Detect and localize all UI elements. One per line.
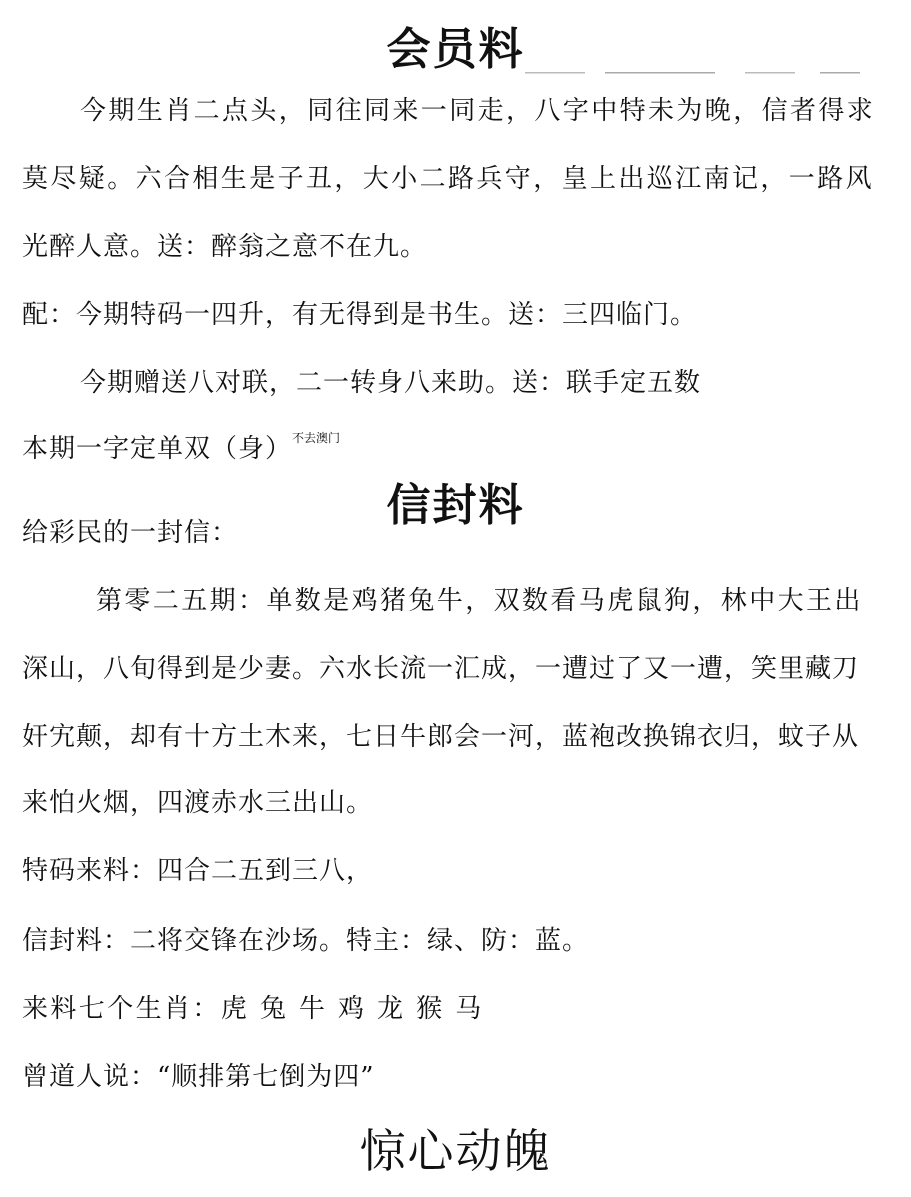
shock-title: 惊心动魄 bbox=[359, 1124, 552, 1178]
zodiac-list-line: 来料七个生肖：虎 兔 牛 鸡 龙 猴 马 bbox=[22, 994, 484, 1024]
member-couplet-line: 今期赠送八对联，二一转身八来助。送：联手定五数 bbox=[80, 368, 702, 398]
member-paragraph-line-2: 莫尽疑。六合相生是子丑，大小二路兵守，皇上出巡江南记，一路风 bbox=[22, 164, 875, 194]
special-code-line: 特码来料：四合二五到三八， bbox=[22, 856, 374, 886]
member-odd-even-text: 本期一字定单双（身） bbox=[22, 434, 293, 464]
envelope-material-line: 信封料：二将交锋在沙场。特主：绿、防：蓝。 bbox=[22, 926, 590, 956]
member-paragraph-line-3: 光醉人意。送：醉翁之意不在九。 bbox=[22, 232, 428, 262]
envelope-greeting: 给彩民的一封信： bbox=[22, 518, 239, 548]
member-odd-even-line bbox=[22, 431, 341, 464]
scan-artifact bbox=[525, 70, 865, 76]
member-title: 会员料 bbox=[386, 24, 525, 75]
member-paragraph-line-1: 今期生肖二点头，同往同来一同走，八字中特未为晚，信者得求 bbox=[80, 96, 876, 126]
envelope-paragraph-line-3: 奸宄颠，却有十方土木来，七日牛郎会一河，蓝袍改换锦衣归，蚊子从 bbox=[22, 722, 860, 752]
envelope-paragraph-line-1: 第零二五期：单数是鸡猪兔牛，双数看马虎鼠狗，林中大王出 bbox=[96, 586, 863, 616]
daoist-quote-line: 曾道人说：“顺排第七倒为四” bbox=[22, 1062, 375, 1092]
member-odd-even-note: 不去澳门 bbox=[292, 431, 341, 445]
envelope-title: 信封料 bbox=[386, 480, 525, 531]
envelope-paragraph-line-4: 来怕火烟，四渡赤水三出山。 bbox=[22, 788, 374, 818]
envelope-paragraph-line-2: 深山，八旬得到是少妻。六水长流一汇成，一遭过了又一遭，笑里藏刀 bbox=[22, 654, 860, 684]
member-pairing-line: 配：今期特码一四升，有无得到是书生。送：三四临门。 bbox=[22, 300, 698, 330]
